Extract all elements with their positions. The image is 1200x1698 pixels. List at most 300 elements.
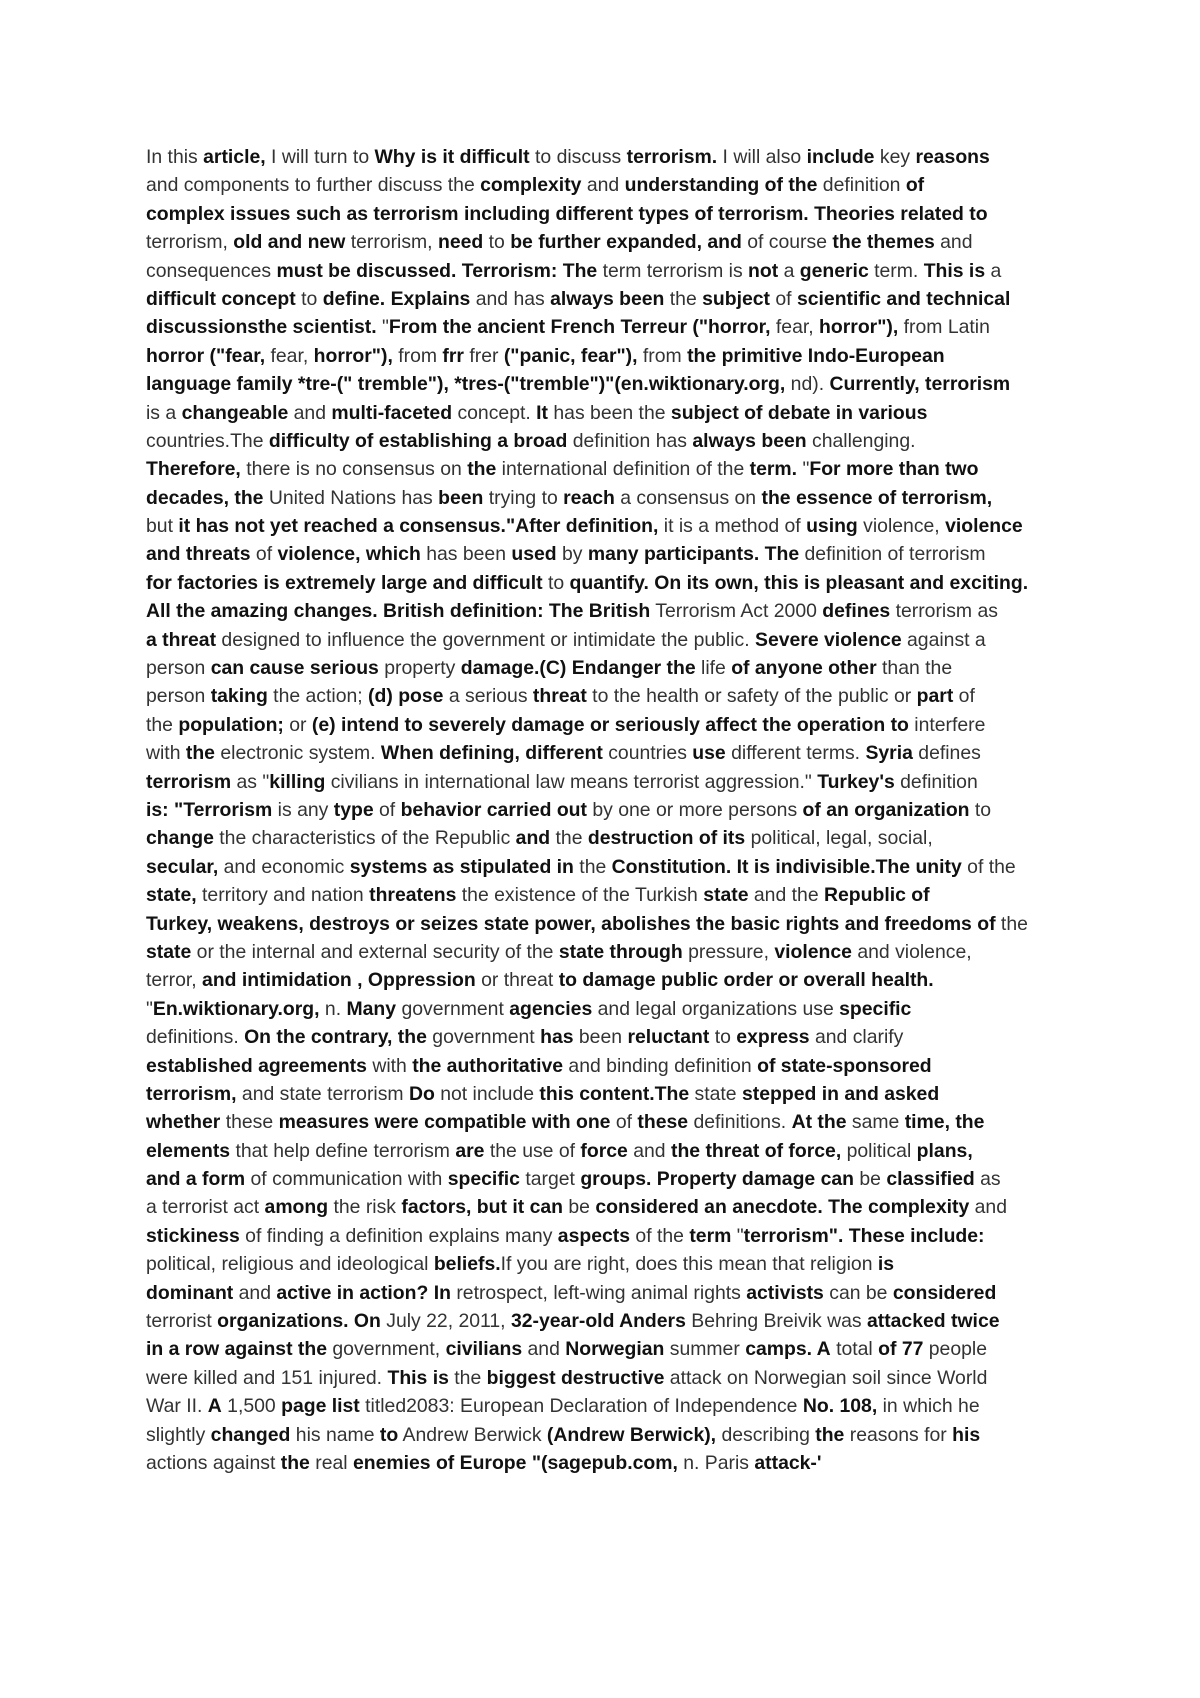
text-segment: "	[376, 316, 389, 339]
text-line	[146, 995, 1071, 1023]
bold-text-segment: part	[916, 685, 954, 708]
text-segment: July 22, 2011,	[380, 1310, 511, 1333]
text-segment: a	[985, 259, 1002, 282]
text-segment: term terrorism is	[597, 259, 749, 282]
bold-text-segment: include	[806, 146, 875, 168]
bold-text-segment: force	[580, 1139, 628, 1162]
bold-text-segment: specific	[447, 1168, 520, 1191]
text-line	[146, 1165, 1071, 1193]
bold-text-segment: many participants. The	[587, 543, 800, 566]
text-segment: definition of terrorism	[799, 543, 986, 566]
text-segment: terrorist	[146, 1310, 218, 1333]
text-segment: and components to further discuss the	[146, 174, 481, 197]
text-segment: and violence,	[851, 940, 972, 963]
text-segment: trying to	[483, 486, 564, 509]
bold-text-segment: taking	[210, 685, 268, 708]
bold-text-segment: decades, the	[146, 486, 264, 509]
text-segment: and binding definition	[563, 1054, 758, 1077]
bold-text-segment: horror ("fear,	[146, 344, 266, 367]
bold-text-segment: A	[207, 1395, 222, 1418]
bold-text-segment: stepped in and asked	[741, 1082, 940, 1105]
text-segment: political	[841, 1139, 917, 1162]
bold-text-segment: When defining, different	[380, 742, 603, 765]
bold-text-segment: and	[515, 827, 551, 850]
text-segment: n. Paris	[677, 1451, 755, 1474]
text-segment: definition	[817, 174, 906, 197]
text-segment: pressure,	[682, 940, 775, 963]
bold-text-segment: No. 108,	[802, 1395, 878, 1418]
bold-text-segment: of an organization	[802, 798, 970, 821]
bold-text-segment: For more than two	[809, 458, 979, 481]
text-segment: there is no consensus on	[240, 458, 468, 481]
text-segment: civilians in international law means terrorist aggression."	[325, 770, 818, 793]
bold-text-segment: term	[689, 1224, 732, 1247]
bold-text-segment: terrorism". These include:	[743, 1224, 985, 1247]
text-segment: countries.The	[146, 429, 269, 452]
bold-text-segment: subject	[702, 287, 771, 310]
text-segment: 1,500	[221, 1395, 282, 1418]
text-segment: n.	[319, 997, 347, 1020]
bold-text-segment: attacked twice	[866, 1310, 1000, 1333]
bold-text-segment: state,	[146, 884, 197, 907]
text-segment: In this	[146, 146, 204, 168]
text-segment: total	[830, 1338, 879, 1361]
bold-text-segment: state	[703, 884, 749, 907]
bold-text-segment: considered an anecdote. The complexity	[595, 1196, 970, 1219]
document-body	[146, 143, 1071, 1477]
text-segment: the	[448, 1366, 487, 1389]
text-segment: nd).	[785, 373, 830, 396]
bold-text-segment: agencies	[509, 997, 593, 1020]
text-segment: I will also	[717, 146, 807, 168]
bold-text-segment: dominant	[146, 1281, 234, 1304]
bold-text-segment: (e) intend to severely damage or seriously affect the operation to	[311, 713, 909, 736]
bold-text-segment: It	[536, 401, 548, 424]
text-segment: of the	[630, 1224, 690, 1247]
text-line	[146, 1250, 1071, 1278]
text-segment: electronic system.	[214, 742, 381, 765]
bold-text-segment: the threat of force,	[670, 1139, 842, 1162]
text-segment: property	[378, 657, 461, 680]
text-segment: be	[854, 1168, 887, 1191]
text-segment: government	[426, 1026, 541, 1049]
bold-text-segment: old and new	[233, 231, 346, 254]
bold-text-segment: considered	[892, 1281, 997, 1304]
bold-text-segment: behavior carried out	[400, 798, 587, 821]
text-segment: designed to influence the government or intimidate the public.	[216, 628, 756, 651]
text-segment: definitions.	[146, 1026, 245, 1049]
text-line	[146, 853, 1071, 881]
bold-text-segment: On the contrary, the	[244, 1026, 427, 1049]
bold-text-segment: damage.(C) Endanger the	[460, 657, 696, 680]
bold-text-segment: Constitution. It is indivisible.The unity	[611, 855, 962, 878]
text-line	[146, 399, 1071, 427]
bold-text-segment: this content.The	[539, 1082, 690, 1105]
bold-text-segment: of	[905, 174, 925, 197]
text-segment: political, religious and ideological	[146, 1253, 434, 1276]
bold-text-segment: of state-sponsored	[757, 1054, 932, 1077]
text-line	[146, 682, 1071, 710]
text-segment: state	[689, 1082, 742, 1105]
bold-text-segment: whether	[146, 1111, 221, 1134]
bold-text-segment: discussionsthe scientist.	[146, 316, 377, 339]
text-segment: of	[610, 1111, 638, 1134]
text-segment: or	[283, 713, 312, 736]
bold-text-segment: biggest destructive	[486, 1366, 665, 1389]
bold-text-segment: complex issues such as terrorism including different types of terrorism. Theories related to	[146, 202, 988, 225]
bold-text-segment: factors, but it can	[401, 1196, 563, 1219]
text-segment: can be	[823, 1281, 893, 1304]
text-segment: people	[923, 1338, 988, 1361]
bold-text-segment: type	[333, 798, 374, 821]
bold-text-segment: classified	[886, 1168, 975, 1191]
bold-text-segment: state	[146, 940, 192, 963]
text-segment: interfere	[908, 713, 986, 736]
bold-text-segment: and a form	[146, 1168, 246, 1191]
bold-text-segment: ("panic, fear"),	[503, 344, 638, 367]
text-segment: challenging.	[806, 429, 916, 452]
bold-text-segment: Many	[346, 997, 397, 1020]
text-segment: it is a method of	[658, 515, 807, 538]
bold-text-segment: article,	[203, 146, 266, 168]
text-segment: but	[146, 515, 179, 538]
text-segment: has been	[420, 543, 512, 566]
text-line	[146, 512, 1071, 540]
text-line	[146, 427, 1071, 455]
text-line	[146, 1307, 1071, 1335]
bold-text-segment: the authoritative	[412, 1054, 564, 1077]
text-segment: territory and nation	[196, 884, 370, 907]
bold-text-segment: At the	[791, 1111, 847, 1134]
bold-text-segment: these	[637, 1111, 689, 1134]
bold-text-segment: 32-year-old Anders	[510, 1310, 686, 1333]
text-segment: been	[573, 1026, 628, 1049]
bold-text-segment: killing	[269, 770, 326, 793]
bold-text-segment: violence	[945, 515, 1023, 538]
text-line	[146, 1364, 1071, 1392]
text-segment: terrorism as	[890, 600, 998, 623]
text-line	[146, 654, 1071, 682]
bold-text-segment: violence	[774, 940, 852, 963]
text-segment: I will turn to	[265, 146, 375, 168]
text-segment: and	[288, 401, 332, 424]
bold-text-segment: Do	[408, 1082, 435, 1105]
bold-text-segment: Republic of	[824, 884, 930, 907]
text-segment: and legal organizations use	[592, 997, 840, 1020]
bold-text-segment: changeable	[181, 401, 289, 424]
bold-text-segment: horror"),	[313, 344, 393, 367]
bold-text-segment: aspects	[557, 1224, 631, 1247]
bold-text-segment: (d) pose	[368, 685, 444, 708]
text-line	[146, 796, 1071, 824]
bold-text-segment: This is	[387, 1366, 449, 1389]
bold-text-segment: beliefs.	[433, 1253, 501, 1276]
text-segment: countries	[602, 742, 693, 765]
bold-text-segment: Currently, terrorism	[829, 373, 1011, 396]
text-segment: definitions.	[688, 1111, 792, 1134]
bold-text-segment: reach	[563, 486, 615, 509]
text-segment: to	[542, 571, 570, 594]
text-line	[146, 1222, 1071, 1250]
text-segment: of course	[741, 231, 833, 254]
text-line	[146, 1449, 1071, 1477]
text-segment: Behring Breivik was	[685, 1310, 867, 1333]
text-segment: to	[483, 231, 511, 254]
text-line	[146, 569, 1071, 597]
text-segment: of finding a definition explains many	[239, 1224, 558, 1247]
bold-text-segment: define. Explains	[322, 287, 471, 310]
text-line	[146, 313, 1071, 341]
bold-text-segment: and threats	[146, 543, 251, 566]
text-segment: of	[953, 685, 975, 708]
text-segment: a	[778, 259, 800, 282]
bold-text-segment: time, the	[904, 1111, 985, 1134]
text-line	[146, 966, 1071, 994]
text-segment: "	[146, 997, 153, 1020]
text-segment: and	[522, 1338, 566, 1361]
text-segment: retrospect, left-wing animal rights	[450, 1281, 747, 1304]
text-segment: is a	[146, 401, 182, 424]
bold-text-segment: term.	[749, 458, 798, 481]
bold-text-segment: language family *tre-(" tremble"), *tres-("tremble")"(en.wiktionary.org,	[146, 373, 786, 396]
bold-text-segment: of anyone other	[731, 657, 877, 680]
text-segment: a serious	[443, 685, 533, 708]
text-line	[146, 938, 1071, 966]
text-segment: international definition of the	[496, 458, 750, 481]
text-segment: political, legal, social,	[745, 827, 933, 850]
bold-text-segment: difficult concept	[146, 287, 296, 310]
bold-text-segment: terrorism.	[626, 146, 718, 168]
text-line	[146, 626, 1071, 654]
text-line	[146, 200, 1071, 228]
bold-text-segment: understanding of the	[624, 174, 818, 197]
bold-text-segment: Severe violence	[755, 628, 902, 651]
bold-text-segment: the	[280, 1451, 310, 1474]
text-segment: these	[220, 1111, 279, 1134]
text-segment: government,	[327, 1338, 446, 1361]
bold-text-segment: This is	[923, 259, 986, 282]
text-segment: and has	[470, 287, 551, 310]
text-segment: with	[146, 742, 186, 765]
text-line	[146, 1421, 1071, 1449]
bold-text-segment: always been	[692, 429, 807, 452]
text-segment: the	[573, 855, 612, 878]
text-segment: of communication with	[245, 1168, 448, 1191]
bold-text-segment: enemies of Europe "(sagepub.com,	[352, 1451, 678, 1474]
text-segment: of	[373, 798, 401, 821]
text-line	[146, 910, 1071, 938]
text-segment: the	[550, 827, 588, 850]
bold-text-segment: From the ancient French Terreur ("horror,	[388, 316, 771, 339]
bold-text-segment: has	[540, 1026, 574, 1049]
text-segment: to discuss	[529, 146, 627, 168]
text-segment: titled2083: European Declaration of Independence	[359, 1395, 803, 1418]
text-segment: the characteristics of the Republic	[213, 827, 516, 850]
bold-text-segment: changed	[210, 1423, 291, 1446]
bold-text-segment: his	[952, 1423, 981, 1446]
bold-text-segment: for factories is extremely large and difficult	[146, 571, 543, 594]
text-segment: and	[627, 1139, 671, 1162]
text-segment: a terrorist act	[146, 1196, 265, 1219]
text-segment: target	[519, 1168, 581, 1191]
text-segment: to	[295, 287, 323, 310]
text-segment: If you are right, does this mean that religion	[500, 1253, 878, 1276]
text-line	[146, 342, 1071, 370]
bold-text-segment: Turkey's	[817, 770, 895, 793]
text-line	[146, 171, 1071, 199]
bold-text-segment: to	[379, 1423, 399, 1446]
text-segment: of the	[961, 855, 1016, 878]
text-segment: attack on Norwegian soil since World	[664, 1366, 988, 1389]
text-segment: terrorism,	[146, 231, 234, 254]
text-segment: the action;	[267, 685, 369, 708]
text-segment: be	[563, 1196, 596, 1219]
text-segment: from Latin	[898, 316, 990, 339]
text-segment: definition has	[567, 429, 693, 452]
text-segment: and	[934, 231, 973, 254]
text-line	[146, 1392, 1071, 1420]
text-line	[146, 228, 1071, 256]
text-segment: government	[396, 997, 510, 1020]
text-segment: reasons for	[844, 1423, 953, 1446]
text-segment: not include	[434, 1082, 540, 1105]
bold-text-segment: not	[748, 259, 779, 282]
bold-text-segment: the	[467, 458, 497, 481]
text-segment: "	[797, 458, 810, 481]
text-segment: Terrorism Act 2000	[650, 600, 823, 623]
text-segment: a consensus on	[614, 486, 762, 509]
bold-text-segment: been	[438, 486, 484, 509]
bold-text-segment: complexity	[480, 174, 582, 197]
bold-text-segment: reluctant	[627, 1026, 710, 1049]
text-segment: Andrew Berwick	[398, 1423, 547, 1446]
text-line	[146, 881, 1071, 909]
bold-text-segment: the	[815, 1423, 845, 1446]
text-segment: or the internal and external security of the	[191, 940, 559, 963]
bold-text-segment: and intimidation , Oppression	[202, 969, 476, 992]
text-line	[146, 1052, 1071, 1080]
bold-text-segment: the themes	[832, 231, 935, 254]
text-segment: terrorism,	[345, 231, 438, 254]
text-line	[146, 484, 1071, 512]
bold-text-segment: is	[877, 1253, 895, 1276]
bold-text-segment: Syria	[865, 742, 913, 765]
text-segment: life	[695, 657, 732, 680]
text-line	[146, 1108, 1071, 1136]
text-segment: different terms.	[725, 742, 866, 765]
bold-text-segment: use	[692, 742, 726, 765]
bold-text-segment: using	[806, 515, 858, 538]
text-segment: in which he	[877, 1395, 980, 1418]
bold-text-segment: active in action? In	[276, 1281, 451, 1304]
text-line	[146, 1193, 1071, 1221]
text-segment: slightly	[146, 1423, 211, 1446]
text-segment: were killed and 151 injured.	[146, 1366, 388, 1389]
text-segment: the	[995, 912, 1028, 935]
bold-text-segment: Norwegian	[565, 1338, 665, 1361]
text-segment: from	[392, 344, 443, 367]
text-segment: and the	[748, 884, 824, 907]
text-segment: is any	[272, 798, 334, 821]
bold-text-segment: violence, which	[277, 543, 421, 566]
text-segment: person	[146, 685, 211, 708]
bold-text-segment: need	[437, 231, 484, 254]
bold-text-segment: state through	[558, 940, 683, 963]
text-segment: the existence of the Turkish	[456, 884, 704, 907]
text-segment: has been the	[548, 401, 671, 424]
text-segment: real	[309, 1451, 353, 1474]
bold-text-segment: groups. Property damage can	[580, 1168, 855, 1191]
bold-text-segment: All the amazing changes. British definition: The British	[146, 600, 651, 623]
text-line	[146, 1080, 1071, 1108]
bold-text-segment: the essence of terrorism,	[761, 486, 993, 509]
text-segment: his name	[290, 1423, 380, 1446]
bold-text-segment: defines	[822, 600, 891, 623]
text-line	[146, 540, 1071, 568]
bold-text-segment: subject of debate in various	[670, 401, 928, 424]
text-segment: of	[770, 287, 797, 310]
text-segment: and	[581, 174, 625, 197]
text-segment: same	[846, 1111, 905, 1134]
bold-text-segment: secular,	[146, 855, 219, 878]
bold-text-segment: Why is it difficult	[374, 146, 530, 168]
text-segment: actions against	[146, 1451, 281, 1474]
text-segment: term.	[868, 259, 924, 282]
text-segment: definition	[894, 770, 978, 793]
bold-text-segment: En.wiktionary.org,	[152, 997, 320, 1020]
bold-text-segment: frr	[442, 344, 464, 367]
text-segment: from	[637, 344, 688, 367]
bold-text-segment: multi-faceted	[331, 401, 453, 424]
bold-text-segment: (Andrew Berwick),	[546, 1423, 717, 1446]
text-segment: United Nations has	[263, 486, 439, 509]
text-segment: and	[233, 1281, 277, 1304]
text-line	[146, 455, 1071, 483]
text-segment: to	[969, 798, 992, 821]
bold-text-segment: terrorism	[146, 770, 232, 793]
bold-text-segment: used	[511, 543, 557, 566]
bold-text-segment: in a row against the	[146, 1338, 328, 1361]
text-segment: terror,	[146, 969, 203, 992]
text-segment: with	[366, 1054, 413, 1077]
text-line	[146, 824, 1071, 852]
bold-text-segment: activists	[746, 1281, 824, 1304]
text-segment: of	[250, 543, 278, 566]
text-segment: that help define terrorism	[230, 1139, 456, 1162]
text-line	[146, 1137, 1071, 1165]
text-segment: and clarify	[809, 1026, 904, 1049]
text-segment: consequences	[146, 259, 277, 282]
text-line	[146, 711, 1071, 739]
bold-text-segment: stickiness	[146, 1224, 240, 1247]
text-line	[146, 143, 1071, 171]
bold-text-segment: the primitive Indo-European	[687, 344, 945, 367]
bold-text-segment: scientific and technical	[796, 287, 1011, 310]
text-segment: as "	[231, 770, 270, 793]
bold-text-segment: threat	[532, 685, 587, 708]
text-segment: against a	[901, 628, 986, 651]
bold-text-segment: of 77	[878, 1338, 924, 1361]
bold-text-segment: a threat	[146, 628, 217, 651]
text-segment: and	[969, 1196, 1008, 1219]
bold-text-segment: civilians	[445, 1338, 523, 1361]
bold-text-segment: horror"),	[819, 316, 899, 339]
text-line	[146, 370, 1071, 398]
text-line	[146, 597, 1071, 625]
bold-text-segment: difficulty of establishing a broad	[268, 429, 568, 452]
bold-text-segment: specific	[839, 997, 912, 1020]
bold-text-segment: to damage public order or overall health.	[558, 969, 934, 992]
